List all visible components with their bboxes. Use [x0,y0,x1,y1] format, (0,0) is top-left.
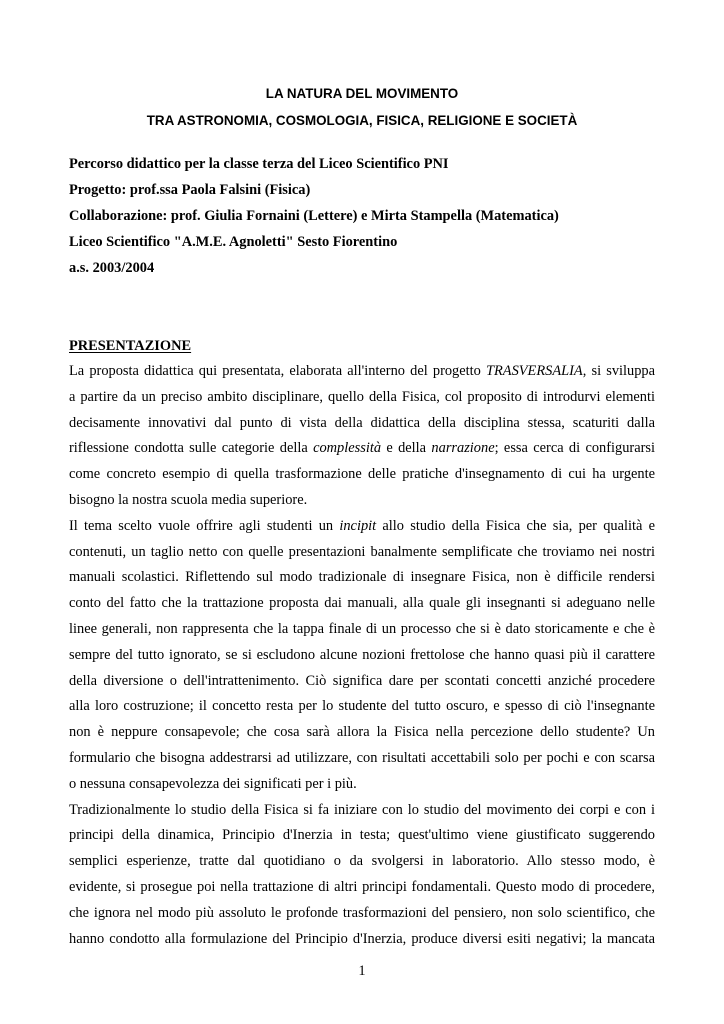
meta-school: Liceo Scientifico "A.M.E. Agnoletti" Sesto Fiorentino [69,234,398,250]
body-line [69,414,655,432]
body-line [69,465,655,483]
body-line [69,620,655,638]
text-run: decisamente innovativi dal punto di vista della didattica della disciplina stessa, scaturiti dalla [69,414,655,431]
body-line [69,646,655,664]
meta-school-year: a.s. 2003/2004 [69,260,155,276]
text-run: Tradizionalmente lo studio della Fisica si fa iniziare con lo studio del movimento dei corpi e con i [69,801,655,818]
text-run: conto del fatto che la trattazione proposta dai manuali, alla quale gli insegnanti si adeguano nelle [69,595,655,612]
body-line [69,543,655,561]
body-line [69,568,655,586]
body-line [69,697,655,715]
text-run: riflessione condotta sulle categorie della [69,440,314,457]
text-run: e della [381,440,432,457]
text-run: della diversione o dell'intrattenimento. Ciò significa dare per scontati concetti anziché procedere [69,672,655,689]
body-line [69,749,655,767]
document-subtitle: TRA ASTRONOMIA, COSMOLOGIA, FISICA, RELIGIONE E SOCIETÀ [146,113,578,128]
text-run: semplici esperienze, tratte dal quotidiano o da svolgersi in laboratorio. Allo stesso modo, è [69,853,655,870]
text-run: bisogno la nostra scuola media superiore. [69,492,308,508]
meta-course: Percorso didattico per la classe terza del Liceo Scientifico PNI [69,156,449,172]
italic-term: incipit [339,517,377,534]
text-run: linee generali, non rappresenta che la tappa finale di un processo che si è dato storicamente e che è [69,621,655,637]
section-heading: PRESENTAZIONE [69,338,192,354]
text-run: , si sviluppa [582,363,655,379]
body-line [69,439,655,457]
text-run: contenuti, un taglio netto con quelle presentazioni banalmente semplificate che troviamo nei nostri [69,543,655,560]
text-run: a partire da un preciso ambito disciplinare, quello della Fisica, col proposito di introdurvi elementi [69,388,655,405]
body-line [69,672,655,690]
document-title: LA NATURA DEL MOVIMENTO [265,86,459,101]
text-run: hanno condotto alla formulazione del Principio d'Inerzia, produce diversi esiti negativi; la mancata [69,930,655,947]
italic-term: TRASVERSALIA [485,363,583,379]
text-run: formulario che bisogna addestrarsi ad utilizzare, con risultati accettabili solo per pochi e con scarsa [69,750,655,766]
text-run: evidente, si prosegue poi nella trattazione di altri principi fondamentali. Questo modo di procedere, [69,879,655,895]
text-run: come concreto esempio di quella trasformazione delle pratiche d'insegnamento di cui ha urgente [69,466,655,483]
body-line [69,852,655,870]
meta-collaboration: Collaborazione: prof. Giulia Fornaini (Lettere) e Mirta Stampella (Matematica) [69,208,559,224]
italic-term: narrazione [431,440,495,457]
text-run: allo studio della Fisica che sia, per qualità e [376,517,655,534]
body-line [69,826,655,844]
text-run: Il tema scelto vuole offrire agli studenti un [69,517,340,534]
body-line [69,388,655,406]
text-run: che ignora nel modo più assoluto le profonde trasformazioni del pensiero, non solo scientifico, che [69,904,655,921]
body-line [69,801,655,819]
page-number: 1 [358,963,366,979]
body-line [69,491,655,509]
text-run: non è neppure consapevole; che cosa sarà allora la Fisica nella percezione dello studente? Un [69,724,655,741]
body-line [69,362,655,380]
text-run: alla loro costruzione; il concetto resta per lo studente del tutto oscuro, e spesso di ciò l'insegnante [69,698,655,715]
body-line [69,517,655,535]
text-run: ; essa cerca di configurarsi [494,440,655,457]
text-run: sempre del tutto ignorato, se si escludono alcune nozioni frettolose che hanno quasi più il carattere [69,646,655,663]
body-line [69,930,655,948]
body-line [69,878,655,896]
text-run: o nessuna consapevolezza dei significati per i più. [69,775,357,792]
text-run: principi della dinamica, Principio d'Inerzia in testa; quest'ultimo viene giustificato suggerendo [69,827,655,844]
meta-project: Progetto: prof.ssa Paola Falsini (Fisica) [69,182,311,198]
body-line [69,904,655,922]
text-run: La proposta didattica qui presentata, elaborata all'interno del progetto [69,363,486,379]
text-run: manuali scolastici. Riflettendo sul modo tradizionale di insegnare Fisica, non è difficile rendersi [69,569,655,586]
body-line [69,723,655,741]
body-line [69,594,655,612]
body-line [69,775,655,793]
italic-term: complessità [313,440,382,457]
